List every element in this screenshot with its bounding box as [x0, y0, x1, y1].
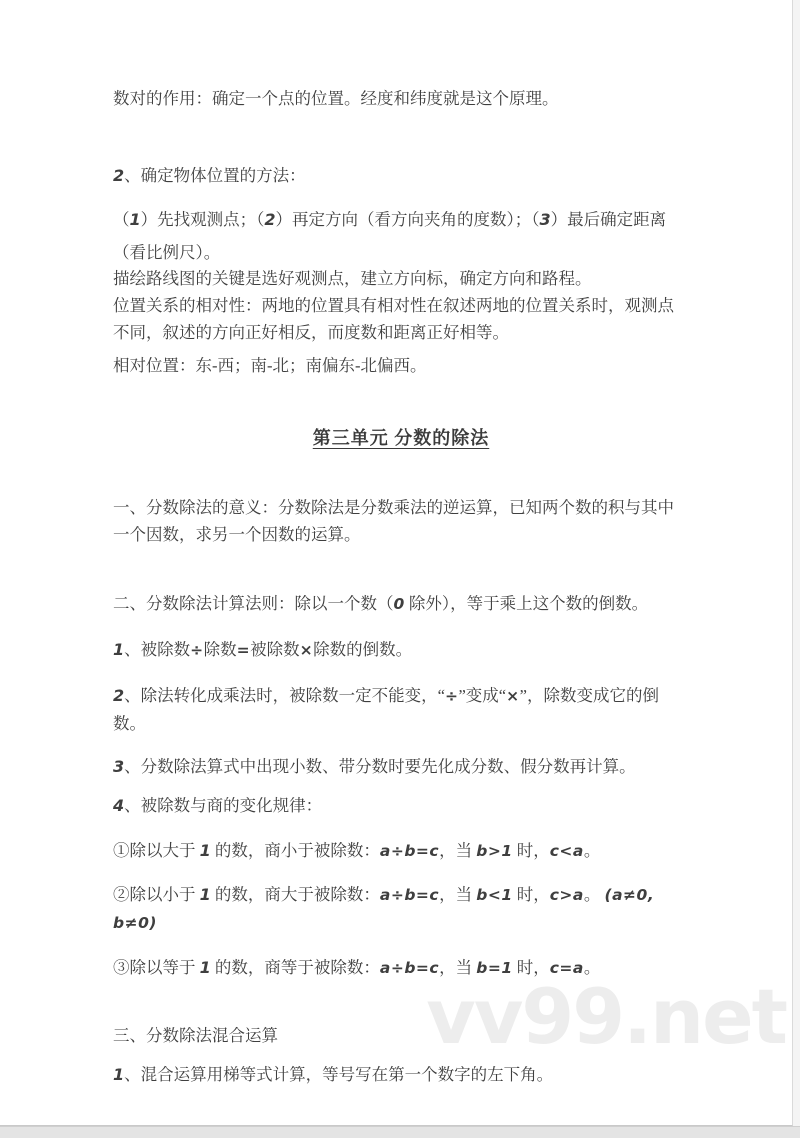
text-segment: ，当 [439, 885, 477, 904]
formula-segment: × [299, 641, 314, 659]
text-segment: 的数，商等于被除数： [210, 958, 380, 977]
numeral-segment: 1 [129, 210, 141, 229]
numeral-segment: 2 [113, 686, 125, 705]
text-segment: 时， [512, 885, 550, 904]
text-segment: 位置关系的相对性：两地的位置具有相对性在叙述两地的位置关系时，观测点不同，叙述的方向正好相反，而度数和距离正好相等。 [113, 296, 674, 342]
paragraph [113, 590, 689, 618]
paragraph [113, 837, 689, 865]
formula-segment: ÷ [190, 641, 204, 659]
text-segment: 、除法转化成乘法时，被除数一定不能变，“ [124, 686, 445, 705]
text-segment: 。 [583, 841, 601, 860]
text-segment: 一、分数除法的意义：分数除法是分数乘法的逆运算，已知两个数的积与其中一个因数，求另一个因数的运算。 [113, 498, 674, 544]
text-segment: 时， [512, 841, 550, 860]
text-segment: 。 [583, 958, 601, 977]
formula-segment: b>1 [476, 842, 513, 860]
numeral-segment: 1 [199, 841, 211, 860]
paragraph [113, 352, 689, 379]
formula-segment: a÷b=c [379, 842, 440, 860]
paragraph [113, 494, 689, 548]
numeral-segment: 1 [113, 1065, 125, 1084]
text-segment: ②除以小于 [113, 885, 200, 904]
formula-segment: = [236, 641, 251, 659]
paragraphs [113, 0, 689, 1088]
text-segment: 、分数除法算式中出现小数、带分数时要先化成分数、假分数再计算。 [124, 757, 636, 776]
numeral-segment: 2 [264, 210, 276, 229]
formula-segment: 0 [393, 595, 405, 613]
text-segment: 除数的倒数。 [313, 640, 413, 659]
paragraph [113, 162, 689, 189]
watermark: vv99.net [426, 972, 786, 1061]
text-segment: 三、分数除法混合运算 [113, 1026, 278, 1045]
formula-segment: a÷b=c [379, 886, 440, 904]
formula-segment: b=1 [476, 959, 513, 977]
text-segment: 的数，商小于被除数： [210, 841, 380, 860]
section-heading [113, 425, 689, 452]
text-segment: 的数，商大于被除数： [210, 885, 380, 904]
page-gap [0, 1126, 800, 1138]
formula-segment: (a≠0, b≠0) [113, 886, 661, 932]
text-segment: ）最后确定距离（看比例尺）。 [113, 210, 667, 262]
numeral-segment: 4 [113, 796, 125, 815]
formula-segment: ÷ [444, 687, 459, 705]
numeral-segment: 3 [113, 757, 125, 776]
text-segment: （ [113, 210, 130, 229]
paragraph [113, 292, 689, 346]
paragraph [113, 1022, 689, 1049]
text-segment: 、被除数与商的变化规律： [124, 796, 323, 815]
paragraph [113, 792, 689, 819]
text-segment: 数对的作用：确定一个点的位置。经度和纬度就是这个原理。 [113, 89, 559, 108]
numeral-segment: 2 [113, 166, 125, 185]
numeral-segment: 3 [539, 210, 551, 229]
formula-segment: a÷b=c [379, 959, 440, 977]
text-segment: 二、分数除法计算法则：除以一个数（ [113, 594, 394, 613]
formula-segment: c=a [549, 959, 584, 977]
paragraph [113, 203, 689, 269]
text-segment: ）再定方向（看方向夹角的度数）；（ [275, 210, 540, 229]
text-segment: 时， [512, 958, 550, 977]
text-segment: 、确定物体位置的方法： [124, 166, 306, 185]
paragraph [113, 954, 689, 982]
text-segment: 被除数 [250, 640, 300, 659]
numeral-segment: 1 [199, 958, 211, 977]
formula-segment: × [506, 687, 520, 705]
paragraph [113, 265, 689, 292]
text-segment: ）先找观测点；（ [140, 210, 265, 229]
text-segment: 、被除数 [124, 640, 191, 659]
text-segment: 描绘路线图的关键是选好观测点，建立方向标，确定方向和路程。 [113, 269, 592, 288]
text-segment: ③除以等于 [113, 958, 200, 977]
paragraph [113, 682, 689, 737]
formula-segment: c<a [549, 842, 584, 860]
text-segment: ”变成“ [458, 686, 507, 705]
formula-segment: b<1 [476, 886, 513, 904]
formula-segment: c>a [549, 886, 584, 904]
paragraph [113, 1061, 689, 1088]
paragraph [113, 636, 689, 664]
numeral-segment: 1 [199, 885, 211, 904]
text-segment: 。 [583, 885, 605, 904]
text-segment: 除数 [203, 640, 237, 659]
text-segment: 第三单元 分数的除法 [312, 428, 490, 448]
text-segment: ，当 [439, 841, 477, 860]
text-segment: 相对位置：东-西；南-北；南偏东-北偏西。 [113, 356, 427, 375]
text-segment: 、混合运算用梯等式计算，等号写在第一个数字的左下角。 [124, 1065, 554, 1084]
paragraph [113, 85, 689, 112]
numeral-segment: 1 [113, 640, 125, 659]
paragraph [113, 753, 689, 780]
paragraph [113, 881, 689, 937]
text-segment: ”，除数变成它的倒数。 [113, 686, 659, 733]
text-segment: ①除以大于 [113, 841, 200, 860]
text-segment: 除外），等于乘上这个数的倒数。 [404, 594, 649, 613]
text-segment: ，当 [439, 958, 477, 977]
